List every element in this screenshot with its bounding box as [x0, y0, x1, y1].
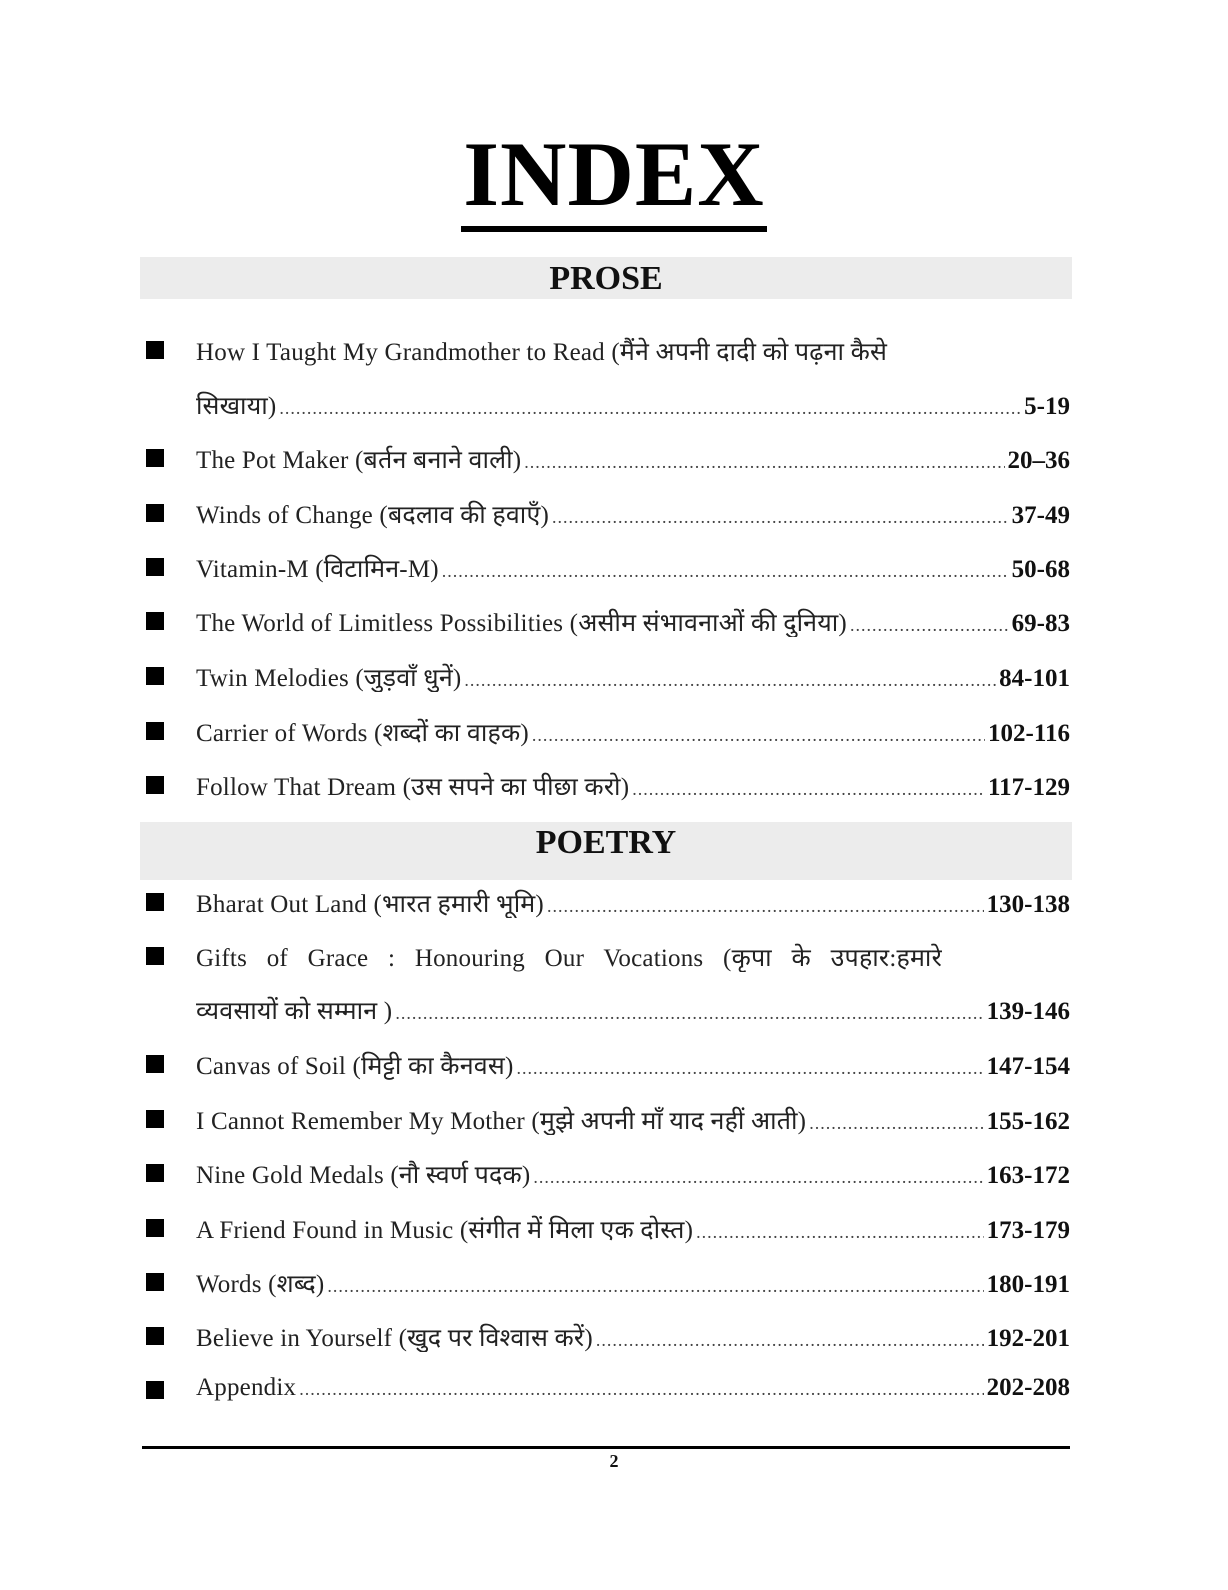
bullet-icon — [146, 722, 164, 740]
entry-title: The World of Limitless Possibilities (असीम संभावनाओं की दुनिया) — [196, 610, 847, 637]
entry-row — [196, 769, 1070, 801]
entry-title: Follow That Dream (उस सपने का पीछा करो) — [196, 774, 630, 801]
bullet-icon — [146, 612, 164, 630]
dot-leader — [809, 1113, 983, 1134]
entry-pages: 102-116 — [988, 720, 1070, 747]
index-entry-poetry-8[interactable] — [140, 1320, 1070, 1352]
entry-pages: 147-154 — [986, 1053, 1070, 1080]
entry-title: Believe in Yourself (खुद पर विश्वास करें) — [196, 1325, 593, 1352]
entry-title-line1-row — [196, 334, 1070, 366]
entry-row — [196, 1212, 1070, 1244]
entry-row — [196, 715, 1070, 747]
index-entry-prose-7[interactable] — [140, 715, 1070, 747]
entry-pages: 37-49 — [1011, 502, 1070, 529]
dot-leader — [533, 1167, 983, 1188]
index-entry-prose-6[interactable] — [140, 660, 1070, 692]
entry-title-line2-row — [196, 993, 1070, 1025]
entry-title: Bharat Out Land (भारत हमारी भूमि) — [196, 891, 544, 918]
index-entry-prose-5[interactable] — [140, 605, 1070, 637]
entry-title-line1: Gifts of Grace : Honouring Our Vocations (कृपा के उपहार:हमारे — [196, 945, 942, 972]
dot-leader — [696, 1222, 984, 1243]
entry-title: Appendix — [196, 1374, 297, 1401]
entry-row — [196, 1374, 1070, 1406]
entry-row — [196, 551, 1070, 583]
entry-row — [196, 497, 1070, 529]
dot-leader — [517, 1058, 984, 1079]
bullet-icon — [146, 1055, 164, 1073]
entry-pages: 180-191 — [986, 1271, 1070, 1298]
index-entry-prose-2[interactable] — [140, 442, 1070, 474]
dot-leader — [524, 452, 1004, 473]
index-entry-prose-8[interactable] — [140, 769, 1070, 801]
entry-row — [196, 1103, 1070, 1135]
entry-title-line2: सिखाया) — [196, 393, 277, 420]
entry-row — [196, 442, 1070, 474]
index-entry-prose-3[interactable] — [140, 497, 1070, 529]
entry-pages: 173-179 — [986, 1217, 1070, 1244]
entry-title-line1: How I Taught My Grandmother to Read (मैंने अपनी दादी को पढ़ना कैसे — [196, 339, 888, 366]
index-entry-poetry-6[interactable] — [140, 1212, 1070, 1244]
entry-title: Carrier of Words (शब्दों का वाहक) — [196, 720, 529, 747]
entry-pages: 130-138 — [986, 891, 1070, 918]
entry-pages: 20–36 — [1007, 447, 1070, 474]
entry-title: Winds of Change (बदलाव की हवाएँ) — [196, 502, 549, 529]
index-entry-poetry-2[interactable] — [140, 940, 1070, 1026]
footer-divider — [142, 1446, 1070, 1449]
bullet-icon — [146, 1110, 164, 1128]
entry-row — [196, 605, 1070, 637]
dot-leader — [464, 670, 996, 691]
entry-title: A Friend Found in Music (संगीत में मिला एक दोस्त) — [196, 1217, 694, 1244]
entry-pages: 50-68 — [1011, 556, 1070, 583]
bullet-icon — [146, 893, 164, 911]
entry-pages: 192-201 — [986, 1325, 1070, 1352]
section-heading-poetry: POETRY — [140, 822, 1072, 880]
index-entry-poetry-7[interactable] — [140, 1266, 1070, 1298]
entry-pages: 5-19 — [1024, 393, 1070, 420]
entry-title-line1-row — [196, 940, 942, 972]
entry-title-line2: व्यवसायों को सम्मान ) — [196, 998, 393, 1025]
entry-pages: 117-129 — [988, 774, 1070, 801]
dot-leader — [327, 1276, 983, 1297]
bullet-icon — [146, 667, 164, 685]
section-heading-prose: PROSE — [140, 257, 1072, 299]
dot-leader — [632, 779, 985, 800]
entry-pages: 155-162 — [986, 1108, 1070, 1135]
dot-leader — [299, 1379, 983, 1400]
bullet-icon — [146, 504, 164, 522]
dot-leader — [547, 896, 984, 917]
entry-title: The Pot Maker (बर्तन बनाने वाली) — [196, 447, 522, 474]
entry-title: Words (शब्द) — [196, 1271, 325, 1298]
bullet-icon — [146, 558, 164, 576]
entry-row — [196, 1320, 1070, 1352]
page-number: 2 — [609, 1451, 619, 1471]
bullet-icon — [146, 947, 164, 965]
entry-pages: 69-83 — [1011, 610, 1070, 637]
entry-pages: 163-172 — [986, 1162, 1070, 1189]
entry-pages: 139-146 — [986, 998, 1070, 1025]
dot-leader — [395, 1003, 983, 1024]
entry-pages: 84-101 — [999, 665, 1070, 692]
entry-title: Nine Gold Medals (नौ स्वर्ण पदक) — [196, 1162, 531, 1189]
dot-leader — [596, 1330, 984, 1351]
index-entry-poetry-4[interactable] — [140, 1103, 1070, 1135]
bullet-icon — [146, 1219, 164, 1237]
entry-title: Vitamin-M (विटामिन-M) — [196, 556, 439, 583]
entry-row — [196, 886, 1070, 918]
entry-pages: 202-208 — [986, 1374, 1070, 1401]
index-entry-poetry-5[interactable] — [140, 1157, 1070, 1189]
bullet-icon — [146, 776, 164, 794]
entry-title: I Cannot Remember My Mother (मुझे अपनी माँ याद नहीं आती) — [196, 1108, 807, 1135]
dot-leader — [442, 561, 1009, 582]
index-entry-poetry-9[interactable] — [140, 1374, 1070, 1406]
dot-leader — [532, 725, 985, 746]
entry-title: Canvas of Soil (मिट्टी का कैनवस) — [196, 1053, 514, 1080]
entry-title-line2-row — [196, 388, 1070, 420]
title-wrapper — [0, 123, 1228, 232]
index-entry-poetry-3[interactable] — [140, 1048, 1070, 1080]
entry-row — [196, 1266, 1070, 1298]
entry-row — [196, 1157, 1070, 1189]
entry-title: Twin Melodies (जुड़वाँ धुनें) — [196, 665, 462, 692]
bullet-icon — [146, 341, 164, 359]
dot-leader — [850, 615, 1009, 636]
bullet-icon — [146, 1164, 164, 1182]
bullet-icon — [146, 1327, 164, 1345]
dot-leader — [279, 398, 1021, 419]
bullet-icon — [146, 1381, 164, 1399]
entry-row — [196, 1048, 1070, 1080]
bullet-icon — [146, 449, 164, 467]
entry-row — [196, 660, 1070, 692]
index-entry-poetry-1[interactable] — [140, 886, 1070, 918]
index-entry-prose-1[interactable] — [140, 334, 1070, 420]
dot-leader — [552, 507, 1009, 528]
bullet-icon — [146, 1273, 164, 1291]
index-entry-prose-4[interactable] — [140, 551, 1070, 583]
page-title: INDEX — [461, 128, 766, 232]
